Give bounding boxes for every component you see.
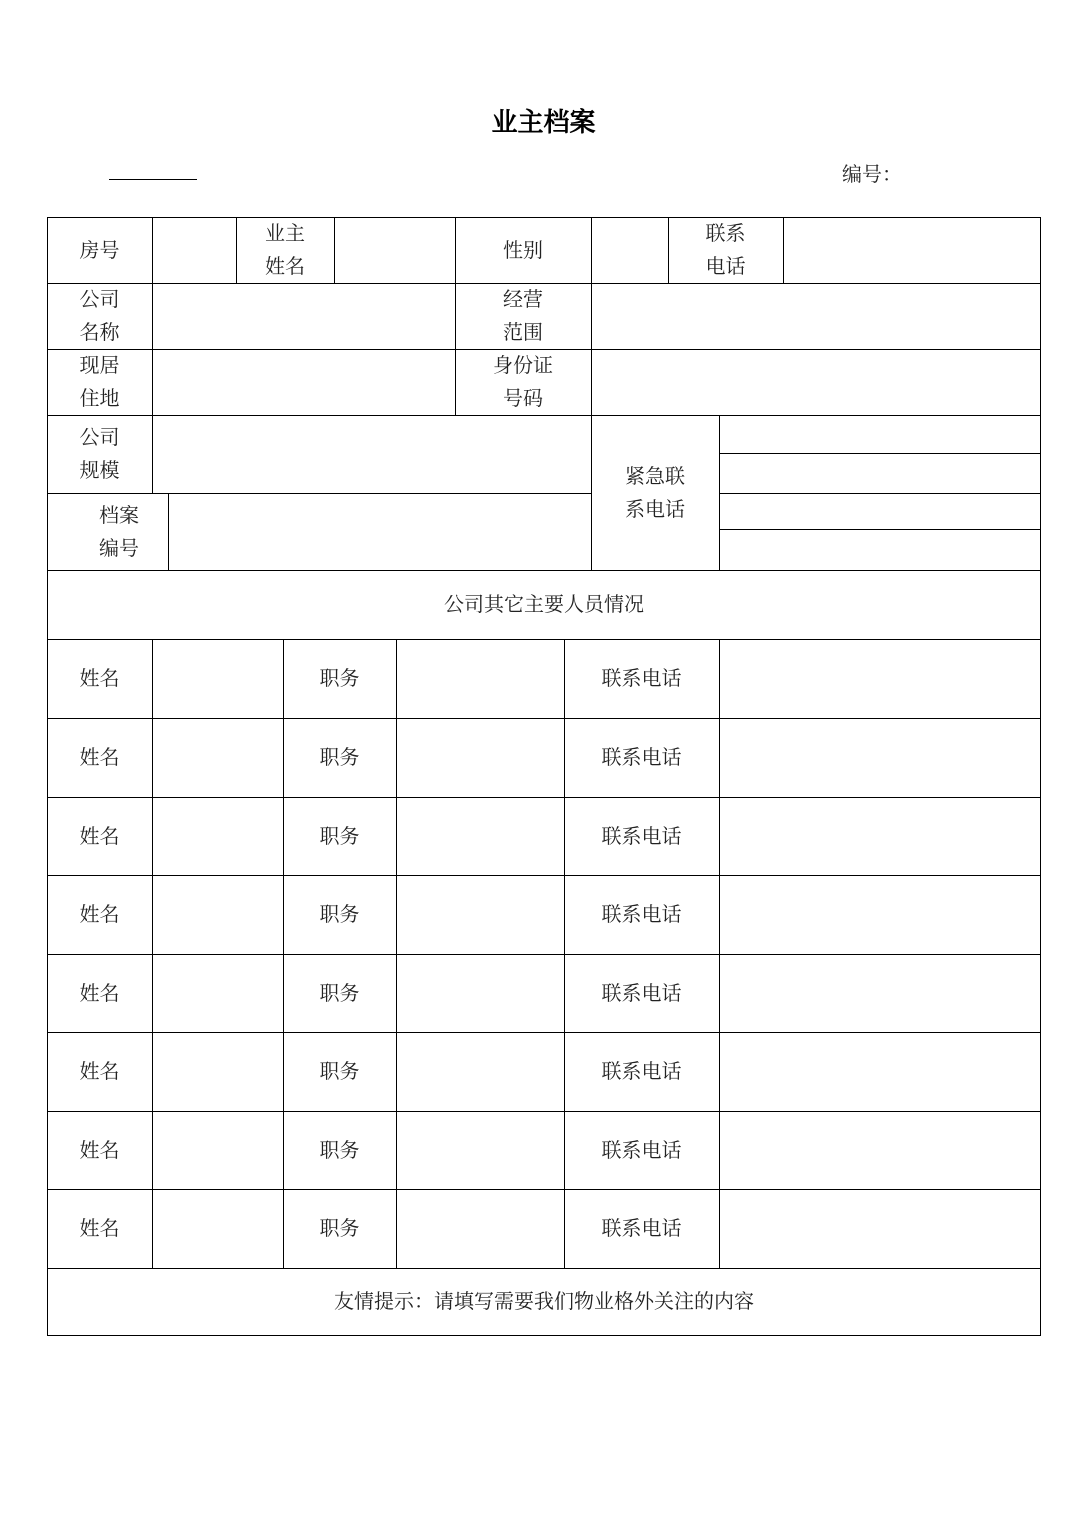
file-no-label: 档案 编号 — [99, 502, 139, 560]
owner-name-label: 业主 姓名 — [265, 221, 305, 278]
staff-phone-label: 联系电话 — [601, 1137, 682, 1162]
col-divider — [334, 217, 335, 283]
staff-row-divider — [47, 797, 1041, 798]
staff-row-divider — [47, 875, 1041, 876]
staff-row-divider — [47, 1189, 1041, 1190]
staff-position-label: 职务 — [319, 823, 360, 848]
col-divider — [152, 217, 153, 493]
staff-position-label: 职务 — [319, 1137, 360, 1162]
staff-phone-label: 联系电话 — [601, 980, 682, 1005]
staff-name-label: 姓名 — [79, 980, 120, 1005]
current-address-label: 现居 住地 — [79, 353, 120, 410]
staff-position-label: 职务 — [319, 666, 360, 690]
business-scope-label: 经营 范围 — [503, 287, 543, 344]
room-no-label: 房号 — [79, 237, 120, 262]
staff-row-divider — [47, 1032, 1041, 1033]
footer-tip: 友情提示：请填写需要我们物业格外关注的内容 — [334, 1289, 754, 1313]
staff-name-label: 姓名 — [79, 1059, 120, 1083]
staff-position-label: 职务 — [319, 980, 360, 1005]
row-divider — [47, 349, 1041, 350]
gender-label: 性别 — [503, 237, 543, 262]
id-number-label: 身份证 号码 — [493, 353, 553, 410]
row-divider — [47, 570, 1041, 571]
row-divider — [47, 415, 1041, 416]
staff-phone-label: 联系电话 — [601, 745, 682, 769]
staff-name-label: 姓名 — [79, 666, 120, 690]
staff-name-label: 姓名 — [79, 1216, 120, 1240]
staff-row-divider — [47, 1111, 1041, 1112]
company-size-label: 公司 规模 — [79, 425, 120, 482]
emergency-row-divider — [719, 529, 1041, 530]
col-divider — [668, 217, 669, 283]
emergency-row-divider — [719, 453, 1041, 454]
staff-phone-label: 联系电话 — [601, 666, 682, 690]
emergency-row-divider — [719, 493, 1041, 494]
table-border-right — [1040, 217, 1041, 1335]
staff-row-divider — [47, 718, 1041, 719]
row-divider — [47, 283, 1041, 284]
staff-position-label: 职务 — [319, 1216, 360, 1240]
table-border-top — [47, 217, 1041, 218]
staff-name-label: 姓名 — [79, 902, 120, 926]
staff-position-label: 职务 — [319, 1059, 360, 1083]
row-divider — [47, 639, 1041, 640]
staff-phone-label: 联系电话 — [601, 823, 682, 848]
contact-phone-label: 联系 电话 — [705, 221, 746, 278]
staff-name-label: 姓名 — [79, 745, 120, 769]
staff-position-label: 职务 — [319, 745, 360, 769]
row-divider — [47, 493, 591, 494]
col-divider — [455, 217, 456, 415]
staff-section-title: 公司其它主要人员情况 — [444, 592, 644, 616]
col-divider — [236, 217, 237, 283]
staff-phone-label: 联系电话 — [601, 902, 682, 926]
col-divider — [168, 493, 169, 570]
staff-name-label: 姓名 — [79, 823, 120, 848]
page-title: 业主档案 — [491, 108, 596, 138]
col-divider — [783, 217, 784, 283]
emergency-phone-label: 紧急联 系电话 — [625, 463, 685, 521]
staff-phone-label: 联系电话 — [601, 1059, 682, 1083]
serial-number-label: 编号： — [842, 162, 902, 186]
row-divider — [47, 1268, 1041, 1269]
col-divider — [591, 217, 592, 570]
table-border-bottom — [47, 1335, 1041, 1336]
staff-name-label: 姓名 — [79, 1137, 120, 1162]
col-divider — [719, 415, 720, 570]
staff-row-divider — [47, 954, 1041, 955]
company-name-label: 公司 名称 — [79, 287, 120, 344]
staff-position-label: 职务 — [319, 902, 360, 926]
staff-phone-label: 联系电话 — [601, 1216, 682, 1240]
